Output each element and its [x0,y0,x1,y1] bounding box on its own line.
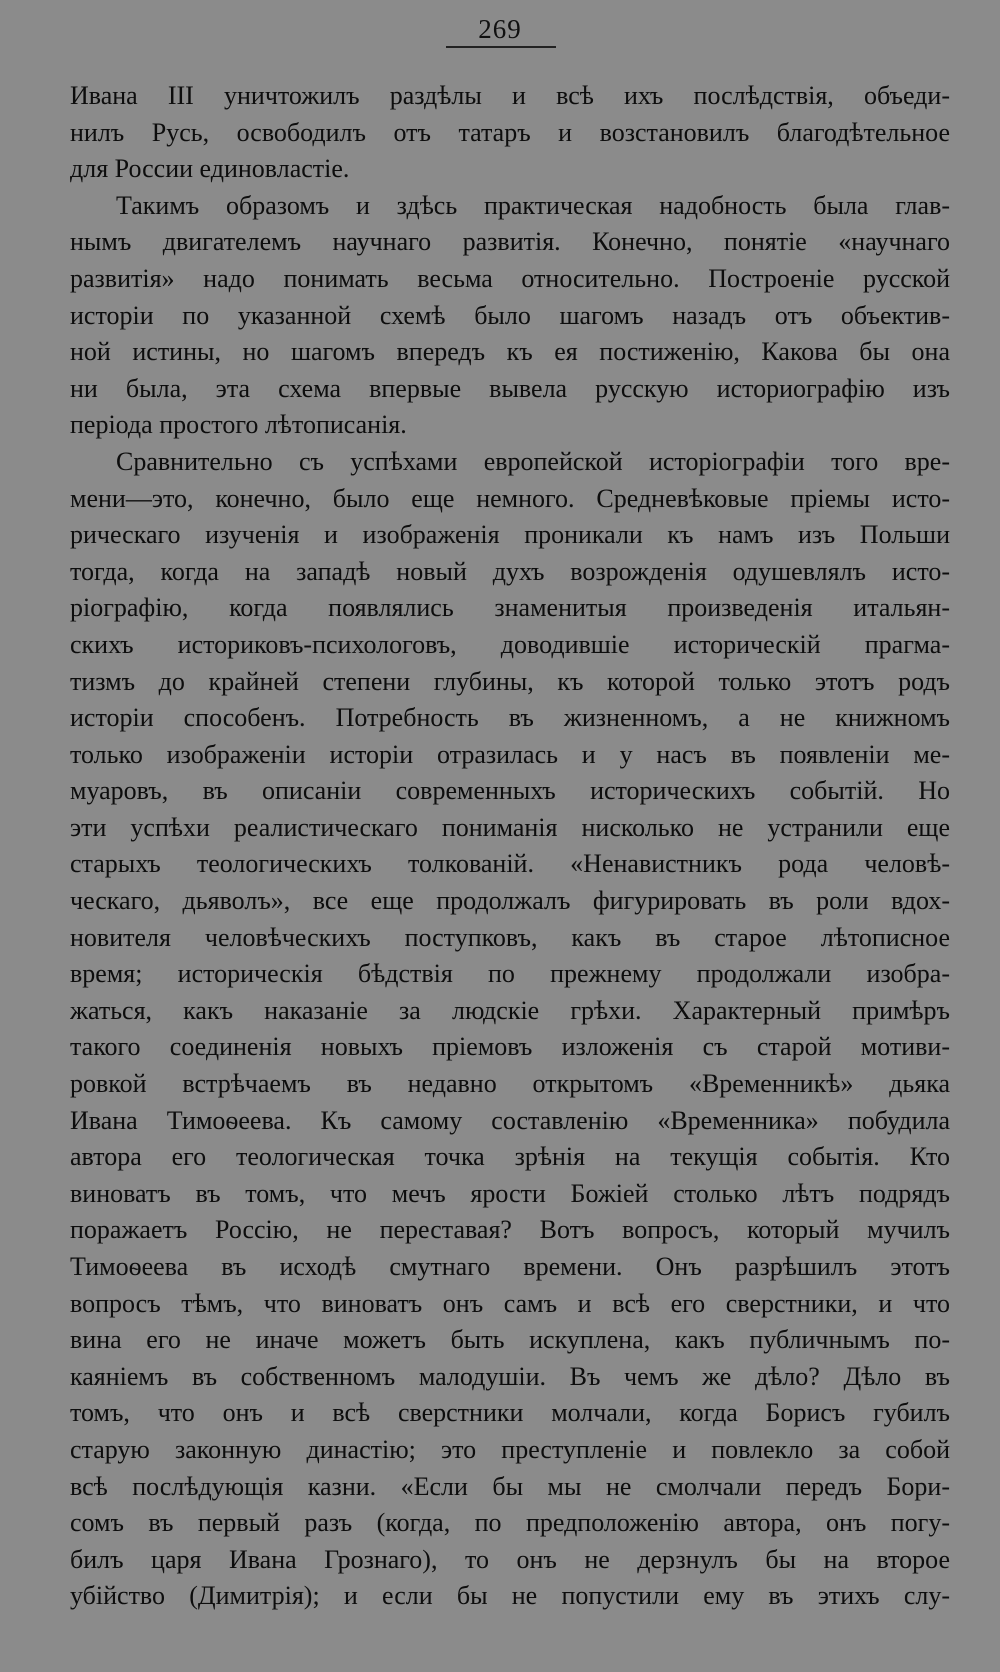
text-line: каяніемъ въ собственномъ малодушіи. Въ чемъ же дѣло? Дѣло въ [70,1361,950,1391]
text-line: Ивана III уничтожилъ раздѣлы и всѣ ихъ послѣдствія, объеди- [70,81,950,110]
text-line: поражаетъ Россію, не переставая? Вотъ вопросъ, который мучилъ [70,1215,950,1245]
text-line: Такимъ образомъ и здѣсь практическая надобность была глав- [116,190,950,220]
text-line: рическаго изученія и изображенія проникали къ намъ изъ Польши [70,520,950,550]
text-line: билъ царя Ивана Грознаго), то онъ не дерзнулъ бы на второе [70,1544,950,1574]
text-line: Сравнительно съ успѣхами европейской исторіографіи того вре- [116,446,950,476]
text-line: нымъ двигателемъ научнаго развитія. Конечно, понятіе «научнаго [70,227,950,257]
page-number-rule [446,46,556,48]
text-line: ческаго, дьяволъ», все еще продолжалъ фигурировать въ роли вдох- [70,886,950,916]
text-line: автора его теологическая точка зрѣнія на текущія событія. Кто [70,1142,950,1172]
text-line: нилъ Русь, освободилъ отъ татаръ и возстановилъ благодѣтельное [70,117,950,147]
text-line: всѣ послѣдующія казни. «Если бы мы не смолчали передъ Бори- [70,1471,950,1501]
text-line: старую законную династію; это преступленіе и повлекло за собой [70,1434,950,1464]
text-line: вина его не иначе можетъ быть искуплена, какъ публичнымъ по- [70,1325,950,1355]
text-line: эти успѣхи реалистическаго пониманія нисколько не устранили еще [70,812,950,842]
text-line: ріографію, когда появлялись знаменитыя произведенія итальян- [70,593,950,623]
text-line: тизмъ до крайней степени глубины, къ которой только этотъ родъ [70,666,950,696]
text-line: томъ, что онъ и всѣ сверстники молчали, когда Борисъ губилъ [70,1398,950,1428]
text-line: только изображеніи исторіи отразилась и у насъ въ появленіи ме- [70,739,950,769]
text-line: убійство (Димитрія); и если бы не попустили ему въ этихъ слу- [70,1581,950,1611]
text-line: развитія» надо понимать весьма относительно. Построеніе русской [70,263,950,293]
text-line: ной истины, но шагомъ впередъ къ ея постиженію, Какова бы она [70,337,950,367]
page-number: 269 [478,14,522,44]
text-line: скихъ историковъ-психологовъ, доводившіе историческій прагма- [70,629,950,659]
text-line: ни была, эта схема впервые вывела русскую историографію изъ [70,373,950,403]
text-line: періода простого лѣтописанія. [70,410,407,440]
text-line: исторіи по указанной схемѣ было шагомъ назадъ отъ объектив- [70,300,950,330]
text-line: жаться, какъ наказаніе за людскіе грѣхи. Характерный примѣръ [70,995,950,1025]
text-line: тогда, когда на западѣ новый духъ возрожденія одушевлялъ исто- [70,556,950,586]
text-line: ровкой встрѣчаемъ въ недавно открытомъ «Временникѣ» дьяка [70,1069,950,1099]
body-text [70,78,950,1615]
text-line: муаровъ, въ описаніи современныхъ историческихъ событій. Но [70,776,950,806]
text-line: виноватъ въ томъ, что мечъ ярости Божіей столько лѣтъ подрядъ [70,1178,950,1208]
text-line: сомъ въ первый разъ (когда, по предположенію автора, онъ погу- [70,1508,950,1538]
text-line: Ивана Тимоѳеева. Къ самому составленію «Временника» побудила [70,1105,950,1135]
text-line: новителя человѣческихъ поступковъ, какъ въ старое лѣтописное [70,922,950,952]
text-line: старыхъ теологическихъ толкованій. «Ненавистникъ рода человѣ- [70,849,950,879]
text-line: исторіи способенъ. Потребность въ жизненномъ, а не книжномъ [70,703,950,733]
text-line: мени—это, конечно, было еще немного. Средневѣковые пріемы исто- [70,483,950,513]
text-line: такого соединенія новыхъ пріемовъ изложенія съ старой мотиви- [70,1032,950,1062]
text-line: время; историческія бѣдствія по прежнему продолжали изобра- [70,959,950,989]
text-line: вопросъ тѣмъ, что виноватъ онъ самъ и всѣ его сверстники, и что [70,1288,950,1318]
text-line: для России единовластіе. [70,154,350,184]
text-line: Тимоѳеева въ исходѣ смутнаго времени. Онъ разрѣшилъ этотъ [70,1252,950,1281]
